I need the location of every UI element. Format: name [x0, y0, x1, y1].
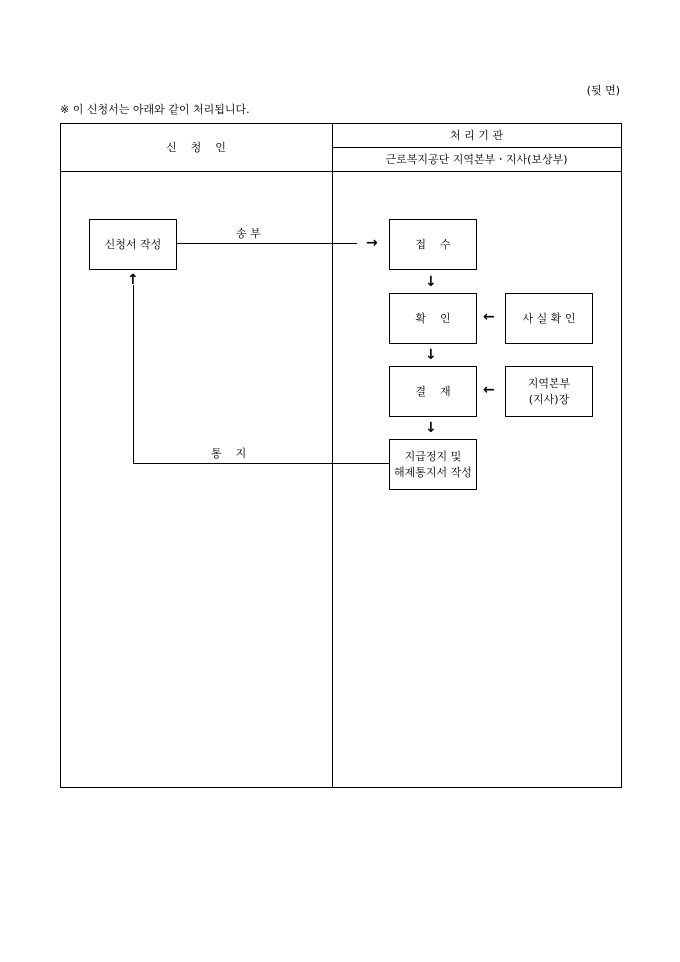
approval-box: [389, 366, 477, 417]
receipt-label: 접 수: [415, 237, 451, 251]
notify-label: 통 지: [211, 447, 247, 460]
confirm-label: 확 인: [415, 311, 451, 325]
suspension-notice-box: [389, 439, 477, 490]
write-application-label: 신청서 작성: [104, 237, 162, 251]
agency-subheader: 근로복지공단 지역본부ㆍ지사(보상부): [385, 153, 568, 166]
director-label-line1: 지역본부: [527, 376, 571, 390]
processing-note: ※ 이 신청서는 아래와 같이 처리됩니다.: [60, 103, 250, 116]
director-box: [505, 366, 593, 417]
approval-label: 결 재: [415, 384, 451, 398]
arrow-left-icon: ←: [483, 309, 495, 325]
arrow-down-icon: ↓: [425, 347, 437, 363]
notify-line: [133, 463, 389, 464]
send-line: [176, 243, 357, 244]
send-label: 송 부: [236, 227, 261, 240]
suspension-label-line2: 해제통지서 작성: [394, 465, 472, 479]
receipt-box: [389, 219, 477, 270]
director-label-line2: (지사)장: [528, 392, 570, 406]
column-divider: [332, 123, 333, 787]
write-application-box: [89, 219, 177, 270]
suspension-label-line1: 지급정지 및: [404, 449, 462, 463]
header-divider: [60, 171, 621, 172]
confirm-box: [389, 293, 477, 344]
arrow-left-icon: ←: [483, 382, 495, 398]
applicant-header: 신 청 인: [166, 141, 226, 154]
fact-check-box: [505, 293, 593, 344]
page-side-label: (뒷 면): [586, 84, 620, 97]
arrow-down-icon: ↓: [425, 420, 437, 436]
fact-check-label: 사 실 확 인: [522, 311, 576, 325]
arrow-right-icon: →: [366, 235, 378, 251]
agency-header: 처 리 기 관: [450, 129, 503, 142]
arrow-down-icon: ↓: [425, 274, 437, 290]
arrow-up-icon: ↑: [127, 272, 139, 288]
notify-return-line: [133, 285, 134, 464]
